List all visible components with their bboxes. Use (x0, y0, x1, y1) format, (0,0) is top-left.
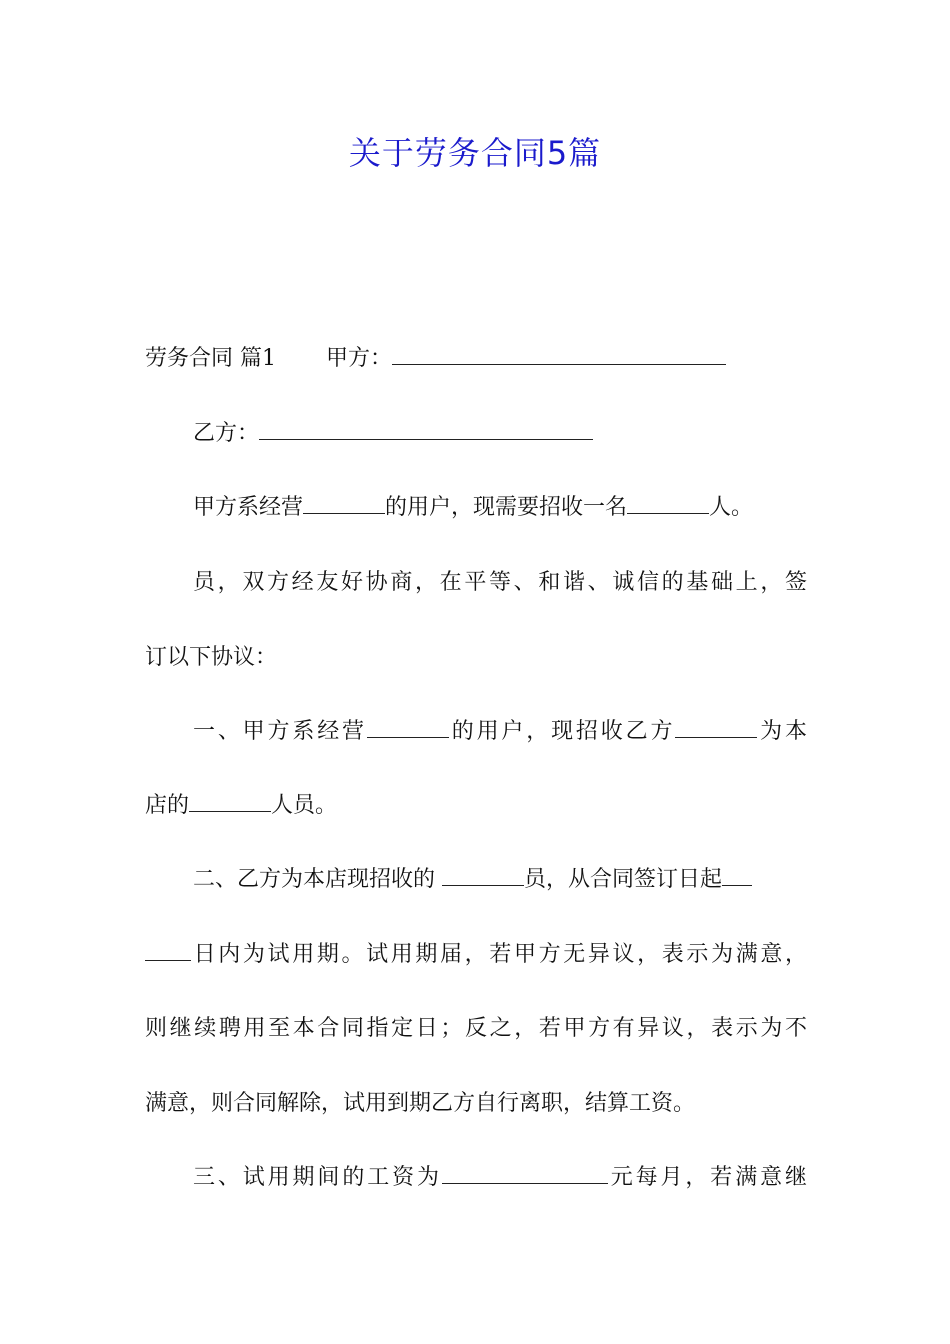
fill-blank (303, 493, 385, 514)
clause-2-line-2 (145, 939, 807, 971)
section-label: 劳务合同 篇1 (145, 346, 276, 371)
text-segment: 为本 (757, 719, 807, 744)
party-a-blank (392, 344, 726, 365)
clause-2-line-1 (193, 864, 807, 896)
text-segment: 二、乙方为本店现招收的 (193, 867, 442, 892)
party-a-label: 甲方： (326, 346, 393, 371)
document-title: 关于劳务合同5篇 (348, 134, 602, 172)
text-segment: 的用户，现需要招收一名 (385, 495, 628, 520)
clause-1-line-1 (193, 716, 807, 748)
text-segment: 的用户，现招收乙方 (448, 719, 676, 744)
fill-blank (675, 717, 757, 738)
clause-1-line-2 (145, 790, 807, 822)
fill-blank (145, 940, 191, 961)
fill-blank (189, 791, 271, 812)
clause-3-line-1 (193, 1162, 807, 1194)
party-b-label: 乙方： (193, 421, 260, 446)
text-segment: 三、试用期间的工资为 (193, 1165, 442, 1190)
text-segment: 人员。 (271, 793, 338, 818)
header-line (145, 343, 807, 375)
fill-blank (722, 865, 752, 886)
fill-blank (627, 493, 709, 514)
fill-blank (367, 717, 449, 738)
text-segment: 店的 (145, 793, 190, 818)
paragraph-2-line-1: 员，双方经友好协商，在平等、和谐、诚信的基础上，签 (193, 570, 807, 595)
text-segment: 员，从合同签订日起 (524, 867, 723, 892)
clause-2-line-3: 则继续聘用至本合同指定日；反之，若甲方有异议，表示为不 (145, 1016, 807, 1041)
party-b-blank (259, 419, 593, 440)
text-segment: 一、甲方系经营 (193, 719, 367, 744)
text-segment: 甲方系经营 (193, 495, 304, 520)
paragraph-2-line-2: 订以下协议： (145, 645, 278, 670)
text-segment: 元每月，若满意继 (607, 1165, 807, 1190)
clause-2-line-4: 满意，则合同解除，试用到期乙方自行离职，结算工资。 (145, 1091, 696, 1116)
party-b-line (193, 418, 807, 450)
paragraph-1-line-1 (193, 492, 807, 524)
fill-blank (442, 865, 524, 886)
text-segment: 人。 (709, 495, 754, 520)
text-segment: 日内为试用期。试用期届，若甲方无异议，表示为满意， (191, 942, 807, 967)
fill-blank (442, 1163, 608, 1184)
